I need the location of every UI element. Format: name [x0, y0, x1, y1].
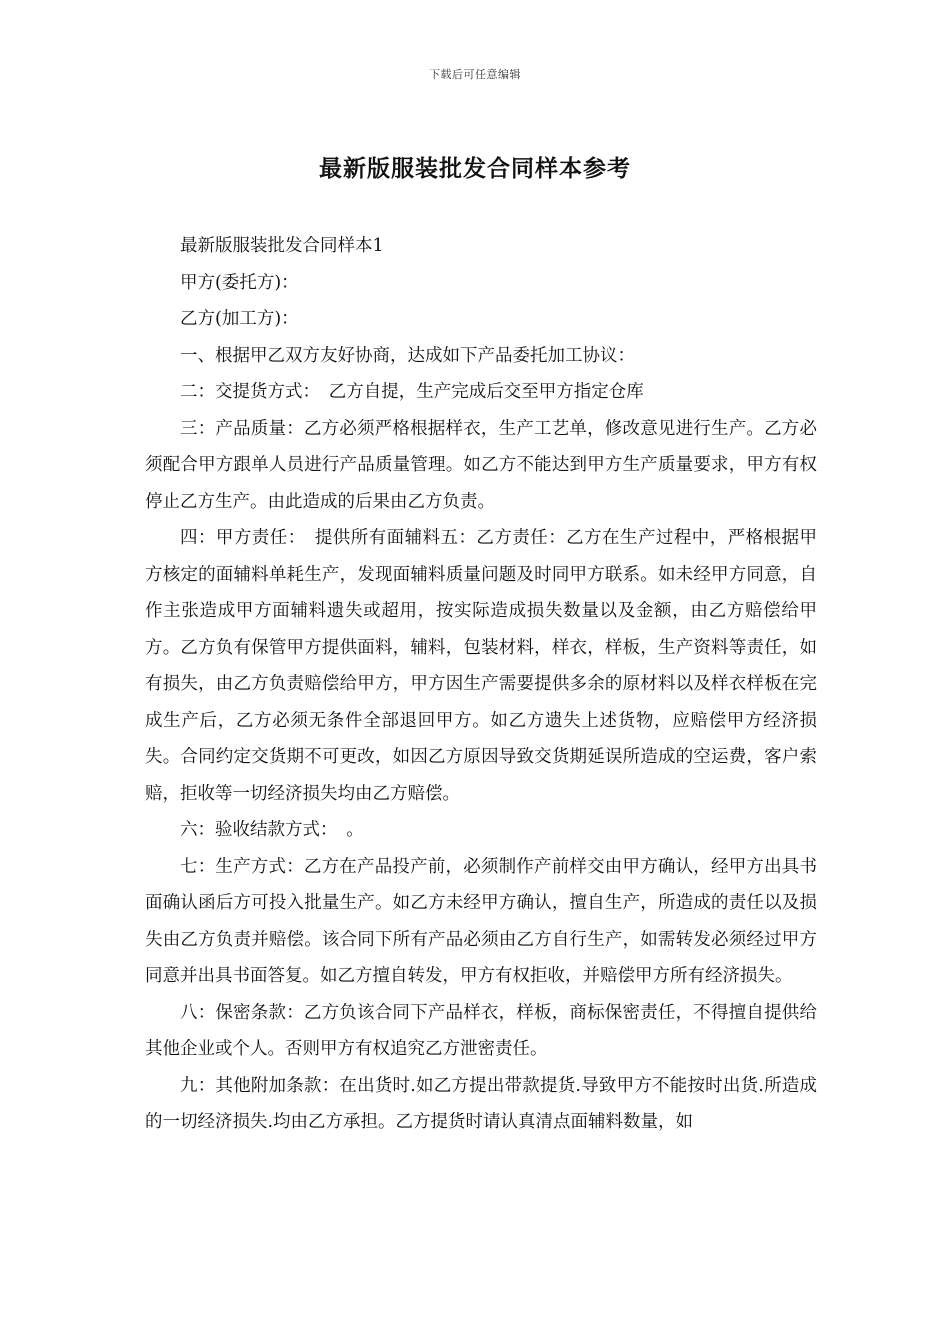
paragraph-clause-6: 六：验收结款方式： 。	[180, 820, 364, 840]
header-note: 下载后可任意编辑	[429, 68, 521, 81]
paragraph-clause-2: 二：交提货方式： 乙方自提，生产完成后交至甲方指定仓库	[180, 382, 644, 402]
paragraph-clause-3: 三：产品质量：乙方必须严格根据样衣，生产工艺单，修改意见进行生产。乙方必须配合甲方跟单人员进行产品质量管理。如乙方不能达到甲方生产质量要求，甲方有权停止乙方生产。由此造成的后果由乙方负责。	[145, 418, 817, 512]
paragraph-clause-9: 九：其他附加条款：在出货时.如乙方提出带款提货.导致甲方不能按时出货.所造成的一切经济损失.均由乙方承担。乙方提货时请认真清点面辅料数量，如	[145, 1075, 817, 1132]
paragraph-party-b: 乙方(加工方)：	[180, 309, 299, 329]
paragraph-clause-1: 一、根据甲乙双方友好协商，达成如下产品委托加工协议：	[180, 345, 635, 366]
document-title: 最新版服装批发合同样本参考	[319, 155, 631, 182]
paragraph-clause-8: 八：保密条款：乙方负该合同下产品样衣，样板，商标保密责任，不得擅自提供给其他企业或个人。否则甲方有权追究乙方泄密责任。	[145, 1002, 817, 1059]
paragraph-party-a: 甲方(委托方)：	[180, 272, 299, 293]
paragraph-sample-heading: 最新版服装批发合同样本1	[180, 236, 384, 256]
paragraph-clause-4-5: 四：甲方责任： 提供所有面辅料五：乙方责任：乙方在生产过程中，严格根据甲方核定的面辅料单耗生产，发现面辅料质量问题及时同甲方联系。如未经甲方同意，自作主张造成甲方面辅料遗失或超用，按实际造成损失数量以及金额，由乙方赔偿给甲方。乙方负有保管甲方提供面料，辅料，包装材料，样衣，样板，生产资料等责任，如有损失，由乙方负责赔偿给甲方，甲方因生产需要提供多余的原材料以及样衣样板在完成生产后，乙方必须无条件全部退回甲方。如乙方遗失上述货物，应赔偿甲方经济损失。合同约定交货期不可更改，如因乙方原因导致交货期延误所造成的空运费，客户索赔，拒收等一切经济损失均由乙方赔偿。	[145, 528, 817, 804]
document-body	[145, 228, 817, 1141]
paragraph-clause-7: 七：生产方式：乙方在产品投产前，必须制作产前样交由甲方确认，经甲方出具书面确认函后方可投入批量生产。如乙方未经甲方确认，擅自生产，所造成的责任以及损失由乙方负责并赔偿。该合同下所有产品必须由乙方自行生产，如需转发必须经过甲方同意并出具书面答复。如乙方擅自转发，甲方有权拒收，并赔偿甲方所有经济损失。	[145, 856, 817, 986]
